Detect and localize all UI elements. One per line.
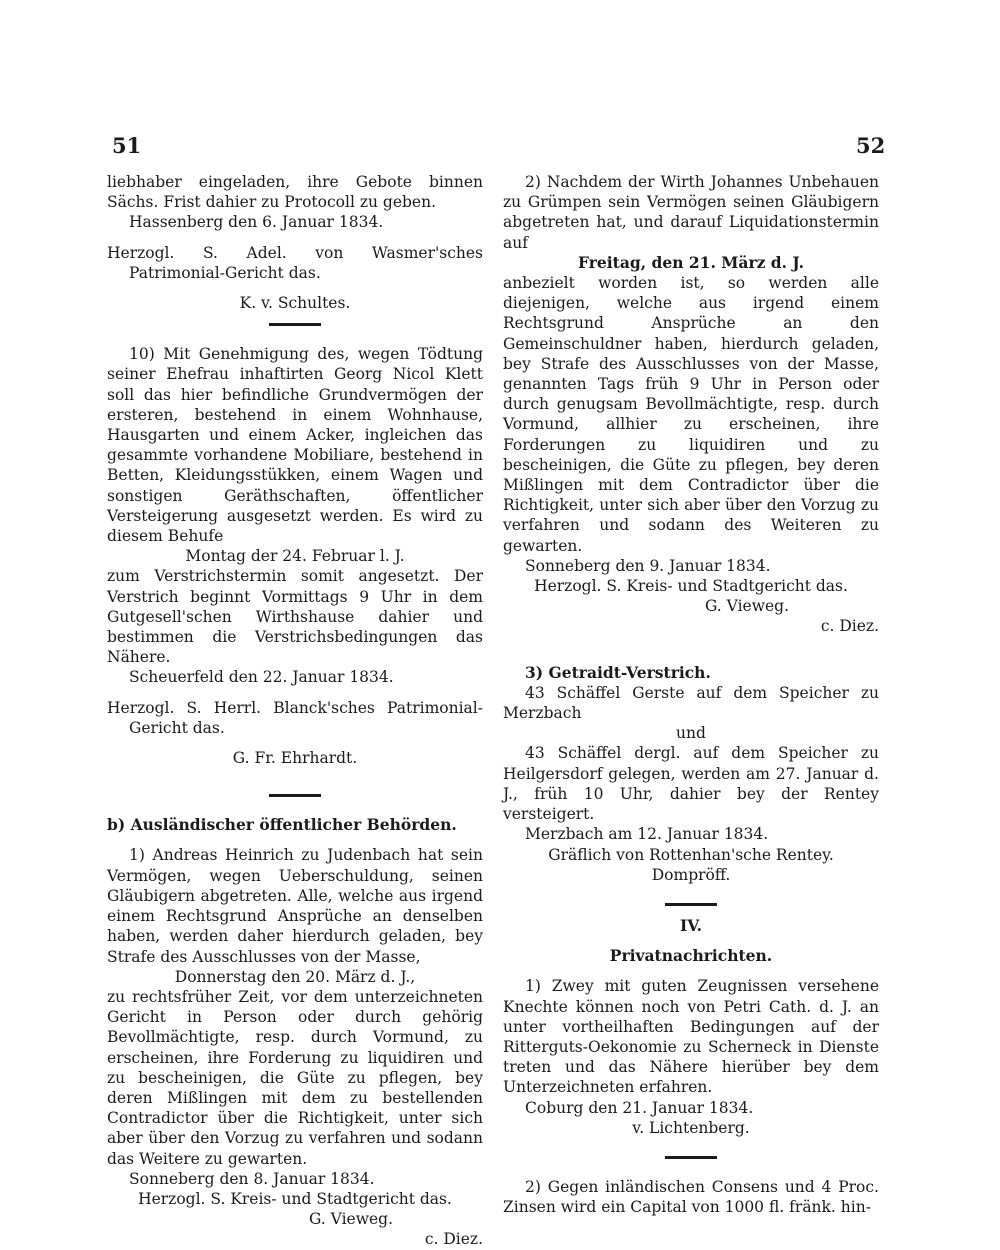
section-divider <box>665 903 717 906</box>
place-date: Sonneberg den 8. Januar 1834. <box>129 1169 375 1188</box>
signatory-name: Dompröff. <box>651 865 731 884</box>
notice-date-line: Freitag, den 21. März d. J. <box>578 252 804 272</box>
notice-closing-text: liebhaber eingeladen, ihre Gebote binnen Sächs. Frist dahier zu Protocoll zu geben. <box>107 173 483 212</box>
signatory-name: c. Diez. <box>424 1230 483 1249</box>
page-number-left: 51 <box>112 133 142 158</box>
section-heading: 3) Getraidt-Verstrich. <box>525 662 711 682</box>
section-heading: b) Ausländischer öffentlicher Behörden. <box>107 815 457 835</box>
signatory-name: K. v. Schultes. <box>239 294 351 313</box>
notice-body: 43 Schäffel dergl. auf dem Speicher zu Heilgersdorf gelegen, werden am 27. Januar d. J., früh 10 Uhr, dahier bey der Rentey versteigert. <box>503 744 879 824</box>
notice-body: 1) Andreas Heinrich zu Judenbach hat sein Vermögen, wegen Ueberschuldung, seinen Gläubigern abgetreten. Alle, welche aus irgend einem Rechtsgrund Ansprüche an denselben haben, werden daher hierdurch geladen, bey Strafe des Ausschlusses von der Masse, <box>107 846 483 966</box>
notice-date-line: Montag der 24. Februar l. J. <box>185 547 405 566</box>
court-signature: Herzogl. S. Adel. von Wasmer'sches Patrimonial-Gericht das. <box>107 243 483 282</box>
signatory-name: G. Vieweg. <box>308 1210 393 1229</box>
place-date: Merzbach am 12. Januar 1834. <box>525 825 769 844</box>
signatory-name: v. Lichtenberg. <box>632 1118 750 1137</box>
notice-body: 2) Gegen inländischen Consens und 4 Proc. Zinsen wird ein Capital von 1000 fl. fränk. hin- <box>503 1177 879 1217</box>
right-column <box>503 172 879 1217</box>
place-date: Scheuerfeld den 22. Januar 1834. <box>129 668 394 687</box>
court-signature: Gräflich von Rottenhan'sche Rentey. <box>548 845 834 864</box>
notice-body: 10) Mit Genehmigung des, wegen Tödtung seiner Ehefrau inhaftirten Georg Nicol Klett soll das hier befindliche Grundvermögen der ersteren, bestehend in einem Wohnhause, Hausgarten und einem Acker, ingleichen das gesammte vorhandene Mobiliare, bestehend in Betten, Kleidungsstükken, einem Wagen und sonstigen Geräthschaften, öffentlicher Versteigerung ausgesetzt werden. Es wird zu diesem Behufe <box>107 345 483 546</box>
section-divider <box>269 794 321 797</box>
court-signature: Herzogl. S. Herrl. Blanck'sches Patrimonial-Gericht das. <box>107 698 483 737</box>
notice-body: anbezielt worden ist, so werden alle diejenigen, welche aus irgend einem Rechtsgrund Ansprüche an den Gemeinschuldner haben, hierdurch geladen, bey Strafe des Ausschlusses von der Masse, genannten Tags früh 9 Uhr in Person oder durch genugsam Bevollmächtigte, resp. durch Vormund, allhier zu erscheinen, ihre Forderungen zu liquidiren und zu bescheinigen, die Güte zu pflegen, bey deren Mißlingen mit dem Contradictor über die Richtigkeit, unter sich aber über den Vorzug zu verfahren und sodann des Weiteren zu gewarten. <box>503 274 879 555</box>
court-signature: Herzogl. S. Kreis- und Stadtgericht das. <box>534 577 848 596</box>
signatory-name: G. Fr. Ehrhardt. <box>232 749 358 768</box>
notice-date-line: Donnerstag den 20. März d. J., <box>174 967 416 986</box>
section-number: IV. <box>680 915 702 935</box>
section-heading: Privatnachrichten. <box>609 946 773 966</box>
notice-body: zu rechtsfrüher Zeit, vor dem unterzeichneten Gericht in Person oder durch gehörig Bevollmächtigte, resp. durch Vormund, zu erscheinen, ihre Forderung zu liquidiren und zu bescheinigen, die Güte zu pflegen, bey deren Mißlingen mit dem zu bestellenden Contradictor über die Richtigkeit, unter sich aber über den Vorzug zu verfahren und sodann das Weitere zu gewarten. <box>107 987 483 1168</box>
left-column <box>107 172 483 1250</box>
notice-body: zum Verstrichstermin somit angesetzt. Der Verstrich beginnt Vormittags 9 Uhr in dem Gutgesell'schen Wirthshause dahier und bestimmen die Verstrichsbedingungen das Nähere. <box>107 567 483 667</box>
place-date: Sonneberg den 9. Januar 1834. <box>525 556 771 575</box>
place-date: Coburg den 21. Januar 1834. <box>525 1098 754 1117</box>
section-divider <box>665 1156 717 1159</box>
notice-body: 43 Schäffel Gerste auf dem Speicher zu Merzbach <box>503 683 879 723</box>
place-date: Hassenberg den 6. Januar 1834. <box>129 213 384 232</box>
section-divider <box>269 323 321 326</box>
signatory-name: c. Diez. <box>820 617 879 636</box>
page-number-right: 52 <box>856 133 886 158</box>
court-signature: Herzogl. S. Kreis- und Stadtgericht das. <box>138 1189 452 1208</box>
notice-body: 2) Nachdem der Wirth Johannes Unbehauen zu Grümpen sein Vermögen seinen Gläubigern abgetreten hat, und darauf Liquidationstermin auf <box>503 173 879 252</box>
notice-connector: und <box>676 724 706 743</box>
signatory-name: G. Vieweg. <box>704 597 789 616</box>
notice-body: 1) Zwey mit guten Zeugnissen versehene Knechte können noch von Petri Cath. d. J. an unter vortheilhaften Bedingungen auf der Ritterguts-Oekonomie zu Scherneck in Dienste treten und das Nähere hierüber bey dem Unterzeichneten erfahren. <box>503 977 879 1097</box>
